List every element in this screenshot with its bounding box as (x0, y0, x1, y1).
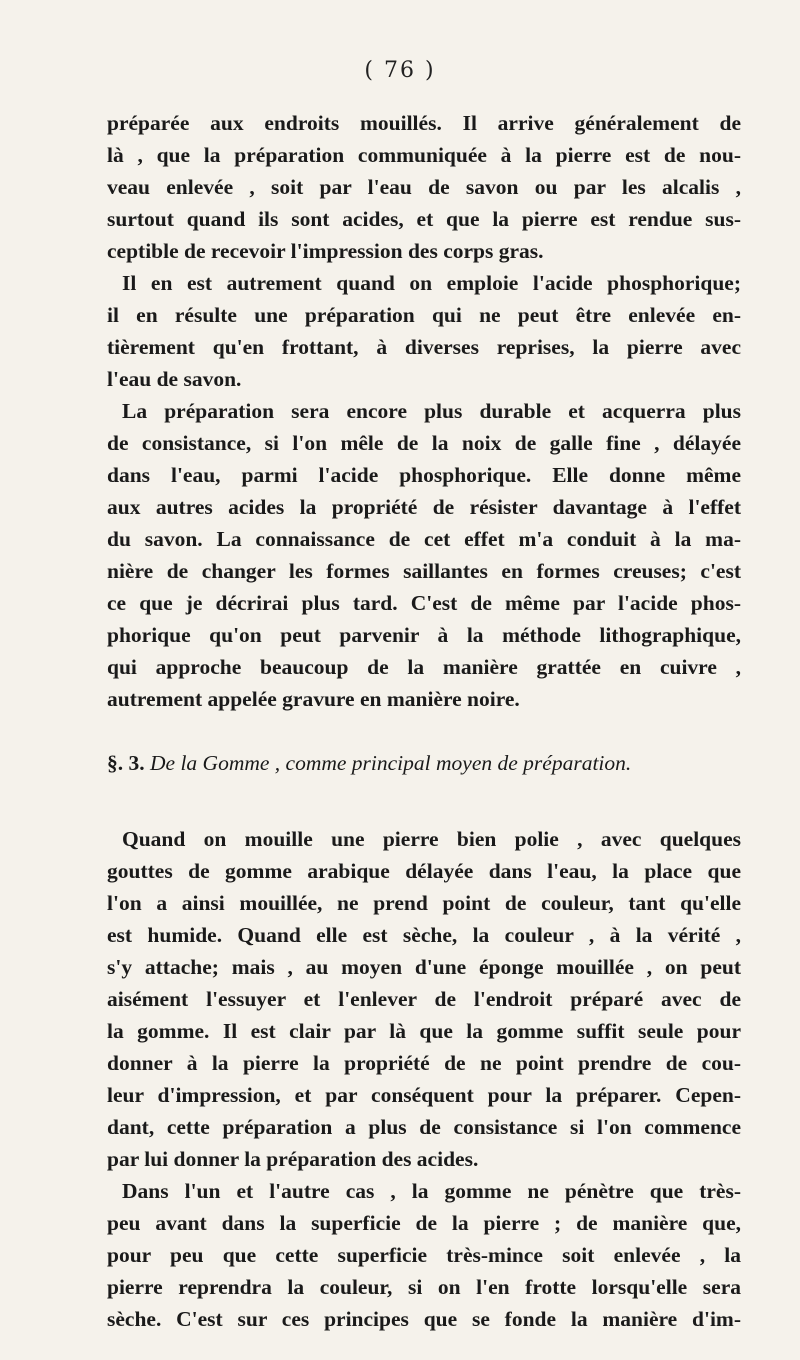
text-line: dans l'eau, parmi l'acide phosphorique. Elle donne même (107, 463, 741, 487)
page-number: ( 76 ) (364, 58, 436, 83)
text-line: La préparation sera encore plus durable et acquerra plus (122, 399, 741, 423)
section-heading (107, 748, 741, 778)
text-line: l'eau de savon. (107, 367, 242, 391)
text-line: tièrement qu'en frottant, à diverses reprises, la pierre avec (107, 335, 741, 359)
text-line: aisément l'essuyer et l'enlever de l'endroit préparé avec de (107, 987, 741, 1011)
section-title: De la Gomme , comme principal moyen de préparation. (150, 751, 632, 775)
text-line: autrement appelée gravure en manière noire. (107, 687, 520, 711)
text-line: Quand on mouille une pierre bien polie , avec quelques (122, 827, 741, 851)
text-line: dant, cette préparation a plus de consistance si l'on commence (107, 1115, 741, 1139)
section-number: §. 3. (107, 751, 145, 775)
text-line: aux autres acides la propriété de résister davantage à l'effet (107, 495, 741, 519)
text-line: préparée aux endroits mouillés. Il arrive généralement de (107, 111, 741, 135)
text-line: ce que je décrirai plus tard. C'est de même par l'acide phos- (107, 591, 741, 615)
text-line: Il en est autrement quand on emploie l'acide phosphorique; (122, 271, 741, 295)
text-line: là , que la préparation communiquée à la pierre est de nou- (107, 143, 741, 167)
text-line: s'y attache; mais , au moyen d'une éponge mouillée , on peut (107, 955, 741, 979)
text-line: par lui donner la préparation des acides. (107, 1147, 479, 1171)
text-line: donner à la pierre la propriété de ne point prendre de cou- (107, 1051, 741, 1075)
text-line: surtout quand ils sont acides, et que la pierre est rendue sus- (107, 207, 741, 231)
text-line: gouttes de gomme arabique délayée dans l'eau, la place que (107, 859, 741, 883)
text-line: est humide. Quand elle est sèche, la couleur , à la vérité , (107, 923, 741, 947)
text-line: de consistance, si l'on mêle de la noix de galle fine , délayée (107, 431, 741, 455)
text-line: sèche. C'est sur ces principes que se fonde la manière d'im- (107, 1307, 741, 1331)
text-line: leur d'impression, et par conséquent pour la préparer. Cepen- (107, 1083, 741, 1107)
text-line: nière de changer les formes saillantes en formes creuses; c'est (107, 559, 741, 583)
text-line: qui approche beaucoup de la manière grattée en cuivre , (107, 655, 741, 679)
text-line: la gomme. Il est clair par là que la gomme suffit seule pour (107, 1019, 741, 1043)
text-line: veau enlevée , soit par l'eau de savon ou par les alcalis , (107, 175, 741, 199)
text-line: ceptible de recevoir l'impression des corps gras. (107, 239, 544, 263)
text-line: peu avant dans la superficie de la pierre ; de manière que, (107, 1211, 741, 1235)
text-line: il en résulte une préparation qui ne peut être enlevée en- (107, 303, 741, 327)
text-line: l'on a ainsi mouillée, ne prend point de couleur, tant qu'elle (107, 891, 741, 915)
text-line: pour peu que cette superficie très-mince soit enlevée , la (107, 1243, 741, 1267)
text-line: pierre reprendra la couleur, si on l'en frotte lorsqu'elle sera (107, 1275, 741, 1299)
text-line: du savon. La connaissance de cet effet m'a conduit à la ma- (107, 527, 741, 551)
text-line: phorique qu'on peut parvenir à la méthode lithographique, (107, 623, 741, 647)
text-line: Dans l'un et l'autre cas , la gomme ne pénètre que très- (122, 1179, 741, 1203)
